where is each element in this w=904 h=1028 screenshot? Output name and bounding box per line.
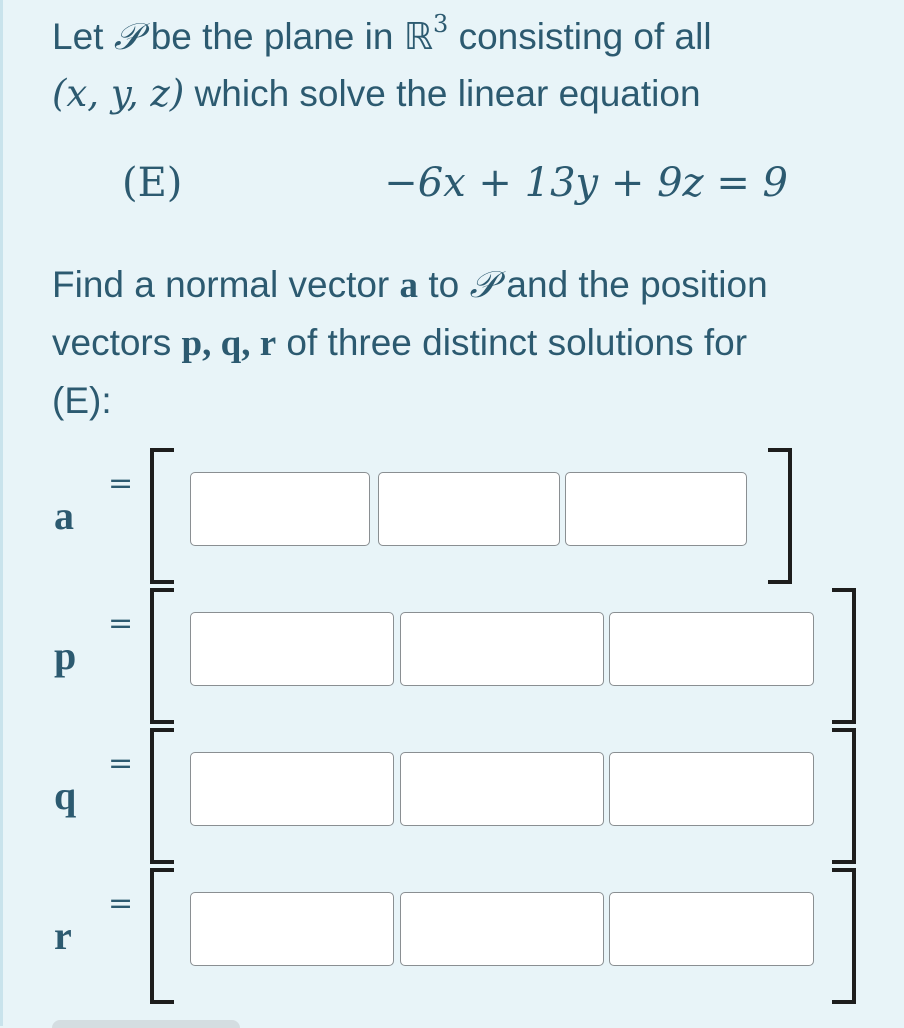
- vector-q-component-3[interactable]: [609, 752, 814, 826]
- equation-body: −6x + 13y + 9z = 9: [384, 160, 788, 206]
- problem-task: [52, 256, 852, 429]
- equation-label: (E): [122, 160, 183, 206]
- intro-be-plane-in: be the plane in: [150, 16, 394, 57]
- vector-r-component-2[interactable]: [400, 892, 604, 966]
- vector-p-label: p: [54, 633, 77, 678]
- vector-q-right-bracket: [832, 728, 856, 864]
- vector-p-component-1[interactable]: [190, 612, 394, 686]
- task-and-position: and the position: [506, 264, 768, 305]
- vector-r-equals: =: [108, 886, 134, 921]
- plane-symbol: 𝒫: [113, 15, 141, 58]
- space-exponent: 3: [433, 9, 449, 38]
- space-symbol: ℝ: [403, 15, 434, 58]
- vector-a-right-bracket: [768, 448, 792, 584]
- vector-q-component-1[interactable]: [190, 752, 394, 826]
- vector-a-component-3[interactable]: [565, 472, 747, 546]
- vector-p-right-bracket: [832, 588, 856, 724]
- vector-p-component-3[interactable]: [609, 612, 814, 686]
- task-ref: (E):: [52, 380, 112, 421]
- vector-q-equals: =: [108, 746, 134, 781]
- vector-p-component-2[interactable]: [400, 612, 604, 686]
- vector-r-component-3[interactable]: [609, 892, 814, 966]
- vector-a-equals: =: [108, 466, 134, 501]
- problem-intro: [52, 8, 852, 122]
- next-element-edge: [52, 1020, 240, 1028]
- task-to: to: [428, 264, 460, 305]
- task-vectors-word: vectors: [52, 322, 172, 363]
- vector-r-left-bracket: [150, 868, 174, 1004]
- intro-which-solve: which solve the linear equation: [194, 73, 701, 114]
- task-find: Find a normal vector: [52, 264, 390, 305]
- intro-let: Let: [52, 16, 104, 57]
- task-of-three: of three distinct solutions for: [286, 322, 748, 363]
- vector-q-component-2[interactable]: [400, 752, 604, 826]
- left-rule: [0, 0, 3, 1026]
- vector-r-component-1[interactable]: [190, 892, 394, 966]
- vector-a-left-bracket: [150, 448, 174, 584]
- tuple-xyz: (x, y, z): [52, 72, 185, 115]
- normal-vector-symbol: a: [399, 265, 419, 306]
- intro-consisting: consisting of all: [458, 16, 712, 57]
- plane-symbol-2: 𝒫: [469, 263, 497, 306]
- vector-p-left-bracket: [150, 588, 174, 724]
- vector-p-equals: =: [108, 606, 134, 641]
- vector-a-component-2[interactable]: [378, 472, 560, 546]
- vector-q-label: q: [54, 773, 77, 818]
- vector-q-left-bracket: [150, 728, 174, 864]
- position-vector-symbols: p, q, r: [181, 323, 277, 364]
- vector-a-label: a: [54, 493, 74, 538]
- vector-r-label: r: [54, 913, 72, 958]
- vector-r-right-bracket: [832, 868, 856, 1004]
- vector-a-component-1[interactable]: [190, 472, 370, 546]
